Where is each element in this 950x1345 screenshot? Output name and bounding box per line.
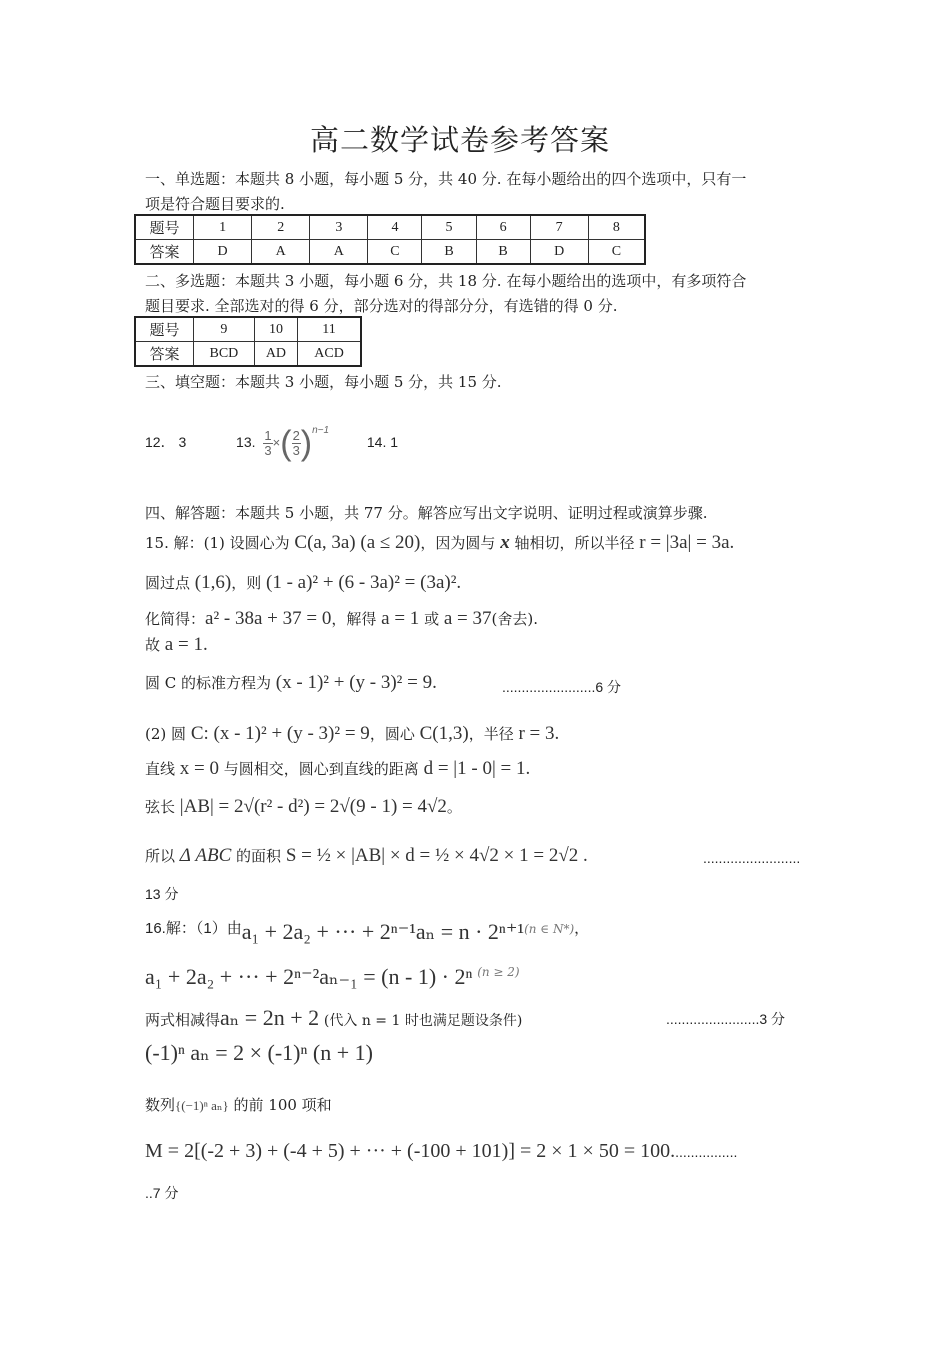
math-expr: x = 0 [179,758,220,779]
math-expr: C(1,3) [419,723,469,744]
q16-line6: M = 2[(-2 + 3) + (-4 + 5) + ··· + (-100 + 101)] = 2 × 1 × 50 = 100................. [145,1140,738,1162]
q16-line2 [145,964,520,993]
math-expr: a = 37 [443,608,492,629]
math-expr: r = |3a| = 3a. [639,532,735,553]
q16-line1: 16.解：（1）由a₁ + 2a₂ + ··· + 2ⁿ⁻¹aₙ = n · 2ⁿ⁺¹(n ∈ N*)， [145,919,590,944]
row-header-answer: 答案 [135,342,194,367]
answer-cell: ACD [298,342,361,367]
q15-part2-line3: 弦长 |AB| = 2√(r² - d²) = 2√(9 - 1) = 4√2。 [145,796,462,817]
math-expr: (x - 1)² + (y - 3)² = 9. [275,672,437,693]
answer-cell: B [422,240,476,265]
math-expr: aₙ = 2n + 2 [220,1005,320,1030]
row-header-question: 题号 [135,215,194,240]
q16-part-score-3: ........................3 分 [666,1011,786,1027]
answer-cell: B [476,240,530,265]
math-expr: M = 2[(-2 + 3) + (-4 + 5) + ··· + (-100 + 101)] = 2 × 1 × 50 = 100. [145,1140,676,1162]
question-cell: 3 [310,215,368,240]
answer-cell: AD [254,342,297,367]
question-cell: 11 [298,317,361,342]
answer-cell: A [310,240,368,265]
q12-label: 12． [145,434,175,450]
math-expr: a₁ + 2a₂ + ··· + 2ⁿ⁻¹aₙ = n · 2ⁿ⁺¹ [241,919,525,944]
section1-intro-line1: 一、单选题：本题共 8 小题，每小题 5 分，共 40 分. 在每小题给出的四个选项中，只有一 [145,170,747,188]
math-expr: a = 1 [381,608,420,629]
q14-label: 14. [366,434,387,450]
section3-intro: 三、填空题：本题共 3 小题，每小题 5 分，共 15 分. [145,373,502,391]
question-cell: 6 [476,215,530,240]
q15-part2-line2: 直线 x = 0 与圆相交，圆心到直线的距离 d = |1 - 0| = 1. [145,758,531,779]
q15-line1: 15. 解：(1) 设圆心为 C(a, 3a) (a ≤ 20)，因为圆与 x 轴相切，所以半径 r = |3a| = 3a. [145,532,735,553]
answer-cell: BCD [194,342,255,367]
q14-value: 1 [390,434,399,450]
q13-left-paren: ( [280,424,292,463]
q16-line4 [145,1040,373,1068]
question-cell: 7 [530,215,588,240]
question-cell: 8 [588,215,645,240]
q13-fraction-1: $\frac{1}{3}$ [264,427,272,458]
math-expr: (-1)ⁿ aₙ = 2 × (-1)ⁿ (n + 1) [145,1040,373,1065]
row-header-question: 题号 [135,317,194,342]
table-row-answers [135,342,361,367]
q15-line2: 圆过点 (1,6)，则 (1 - a)² + (6 - 3a)² = (3a)². [145,572,462,593]
answer-cell: C [588,240,645,265]
multi-choice-answer-table [134,316,362,367]
answer-cell: A [252,240,310,265]
math-condition: (n ∈ N*) [524,922,575,936]
section4-intro: 四、解答题：本题共 5 小题，共 77 分。解答应写出文字说明、证明过程或演算步骤. [145,504,708,522]
q15-line3: 化简得：a² - 38a + 37 = 0，解得 a = 1 或 a = 37(舍去). [145,608,539,629]
section2-intro-line1: 二、多选题：本题共 3 小题，每小题 6 分，共 18 分. 在每小题给出的选项中，有多项符合 [145,272,747,290]
question-cell: 5 [422,215,476,240]
single-choice-answer-table [134,214,646,265]
q13-fraction-2: $\frac{2}{3}$ [292,427,300,458]
section2-intro-line2: 题目要求. 全部选对的得 6 分，部分选对的得部分分，有选错的得 0 分. [145,297,618,315]
answer-cell: D [194,240,252,265]
answer-cell: C [368,240,422,265]
math-expr: C(a, 3a) (a ≤ 20) [294,532,421,553]
math-condition: (n ≥ 2) [477,965,520,979]
page-title: 高二数学试卷参考答案 [309,123,610,157]
fill-blank-answers [145,418,399,463]
math-expr: d = |1 - 0| = 1. [423,758,531,779]
table-row-answers [135,240,645,265]
q16-part-score-7: ..7 分 [145,1185,179,1201]
section1-intro-line2: 项是符合题目要求的. [145,195,285,213]
q15-part1-score: ........................6 分 [502,679,622,695]
q15-part2-line4: 所以 Δ ABC 的面积 S = ½ × |AB| × d = ½ × 4√2 × 1 = 2√2 . [145,845,588,866]
math-expr: a² - 38a + 37 = 0 [205,608,332,629]
math-expr: C: (x - 1)² + (y - 3)² = 9 [190,723,370,744]
q13-right-paren: ) [300,424,313,463]
math-expr: a = 1. [164,634,208,655]
q15-part2-dots: ......................... [703,850,801,866]
table-row-questions [135,317,361,342]
row-header-answer: 答案 [135,240,194,265]
math-expr: S = ½ × |AB| × d = ½ × 4√2 × 1 = 2√2 . [285,845,588,866]
q13-label: 13. [236,434,256,450]
q12-value: 3 [178,434,187,450]
math-expr: {(−1)ⁿ aₙ} [175,1098,229,1113]
q15-part2-line1: (2) 圆 C: (x - 1)² + (y - 3)² = 9，圆心 C(1,3)，半径 r = 3. [145,723,560,744]
q15-line4: 故 a = 1. [145,634,208,655]
q15-part2-score: 13 分 [145,886,179,902]
math-expr: Δ ABC [179,845,232,866]
question-cell: 4 [368,215,422,240]
question-cell: 10 [254,317,297,342]
q13-times: × [272,435,281,450]
q16-line3: 两式相减得aₙ = 2n + 2 (代入 n = 1 时也满足题设条件) [145,1005,523,1030]
table-row-questions [135,215,645,240]
question-cell: 9 [194,317,255,342]
question-cell: 2 [252,215,310,240]
math-expr: a₁ + 2a₂ + ··· + 2ⁿ⁻²aₙ₋₁ = (n - 1) · 2ⁿ [145,964,473,989]
question-cell: 1 [194,215,252,240]
math-expr: (1,6) [194,572,232,593]
math-expr: |AB| = 2√(r² - d²) = 2√(9 - 1) = 4√2 [179,796,447,817]
q13-exponent: n−1 [312,425,330,436]
answer-cell: D [530,240,588,265]
math-expr: r = 3. [518,723,560,744]
q16-line5: 数列{(−1)ⁿ aₙ} 的前 100 项和 [145,1096,332,1114]
q15-line5: 圆 C 的标准方程为 (x - 1)² + (y - 3)² = 9. [145,672,437,693]
math-expr: x [500,532,510,553]
math-expr: (1 - a)² + (6 - 3a)² = (3a)². [266,572,462,593]
